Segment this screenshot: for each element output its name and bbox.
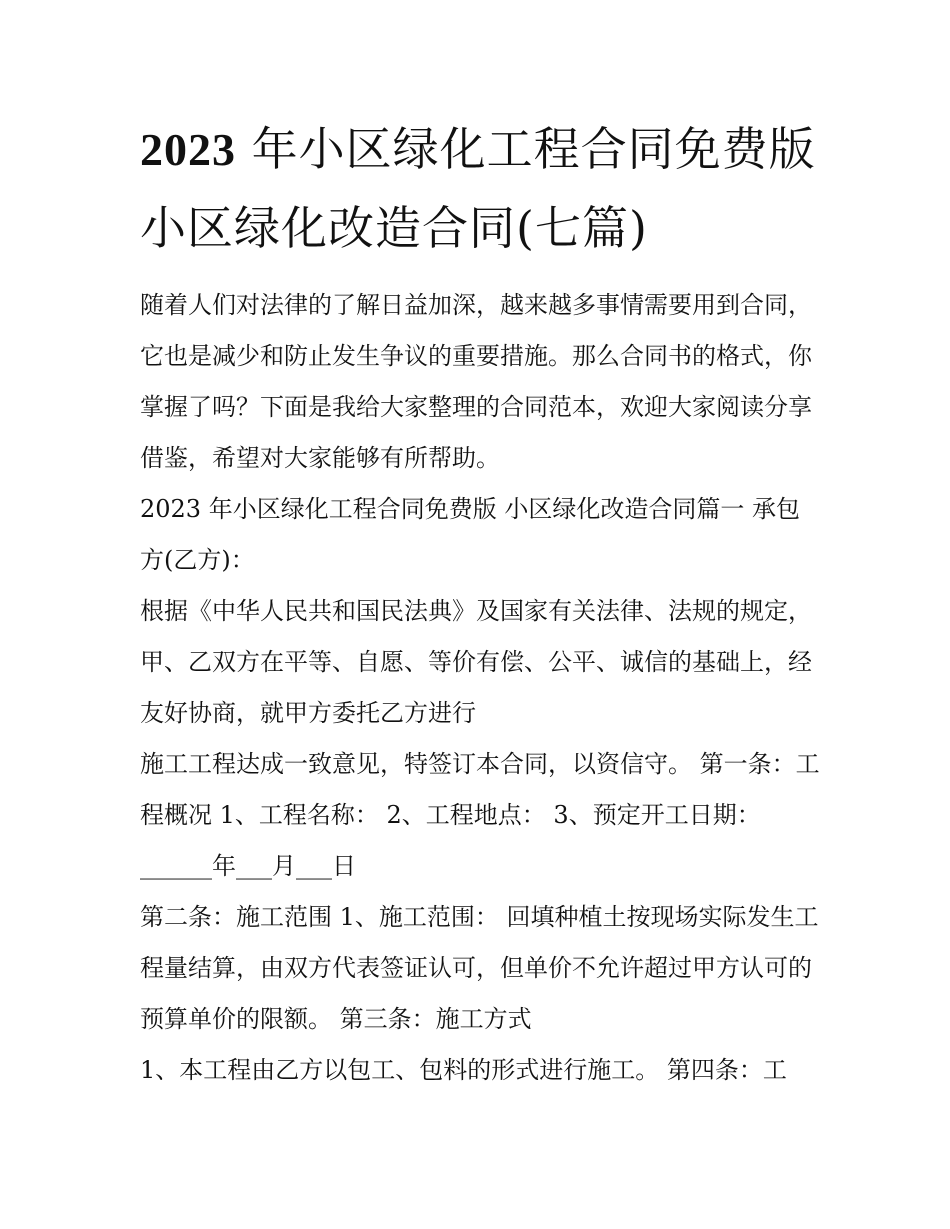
title-text: 年小区绿化工程合同免费版 小区绿化改造合同(七篇) [140,122,816,255]
legal-basis-paragraph: 根据《中华人民共和国民法典》及国家有关法律、法规的规定，甲、乙双方在平等、自愿、等价有偿、公平、诚信的基础上，经友好协商，就甲方委托乙方进行 [140,597,812,727]
article-one-paragraph: 施工工程达成一致意见，特签订本合同，以资信守。 第一条：工程概况 1、工程名称： 2、工程地点： 3、预定开工日期：______年___月___日 [140,750,820,880]
article-three-paragraph: 1、本工程由乙方以包工、包料的形式进行施工。 第四条：工 [140,1056,787,1084]
title-year: 2023 [140,124,236,175]
article-two-paragraph: 第二条：施工范围 1、施工范围： 回填种植土按现场实际发生工程量结算，由双方代表签证认可，但单价不允许超过甲方认可的预算单价的限额。 第三条：施工方式 [140,903,819,1033]
document-title [140,110,830,267]
document-body [140,280,820,1096]
contract-heading-paragraph: 2023 年小区绿化工程合同免费版 小区绿化改造合同篇一 承包方(乙方)： [140,495,800,574]
intro-paragraph: 随着人们对法律的了解日益加深，越来越多事情需要用到合同，它也是减少和防止发生争议的重要措施。那么合同书的格式，你掌握了吗？下面是我给大家整理的合同范本，欢迎大家阅读分享借鉴，希望对大家能够有所帮助。 [140,291,812,472]
